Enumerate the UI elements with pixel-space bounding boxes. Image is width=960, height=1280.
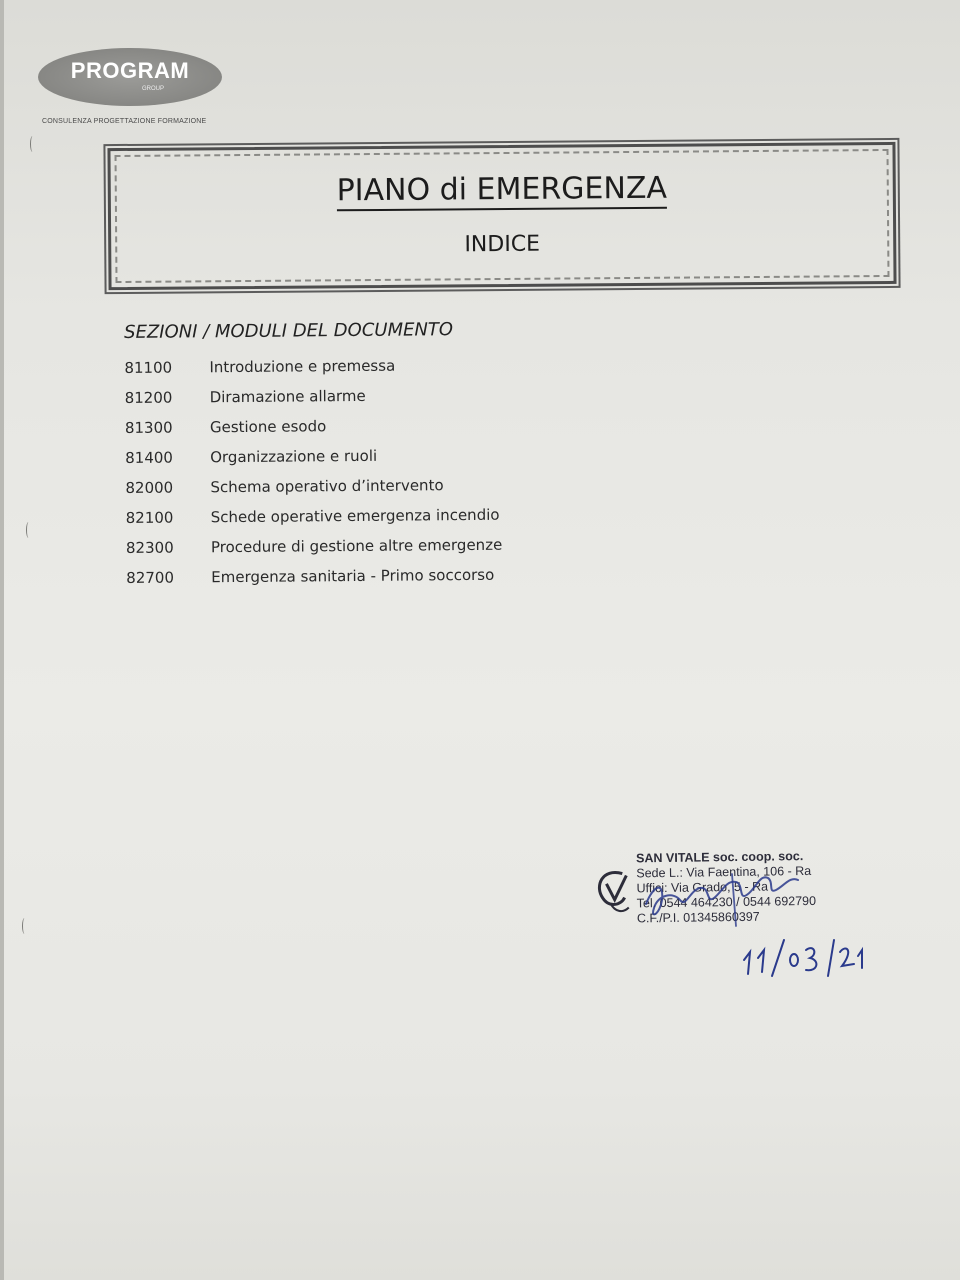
logo-sub: GROUP [142, 86, 165, 92]
document-title-text: PIANO di EMERGENZA [336, 171, 667, 212]
toc-title: Schema operativo d’intervento [210, 476, 444, 497]
toc-title: Procedure di gestione altre emergenze [210, 535, 503, 557]
paper-edge [0, 0, 4, 1280]
toc-title: Introduzione e premessa [209, 356, 396, 377]
document-subtitle: INDICE [464, 231, 541, 258]
toc-code: 81100 [124, 358, 173, 377]
stamp-line: Tel. 0544 464230 / 0544 692790 [636, 893, 817, 911]
toc-code: 81200 [124, 388, 173, 407]
toc-code: 82700 [126, 568, 175, 587]
toc-title: Organizzazione e ruoli [210, 446, 378, 467]
index-section [124, 317, 686, 599]
toc-code: 82100 [125, 508, 174, 527]
section-heading: SEZIONI / MODULI DEL DOCUMENTO [124, 319, 454, 343]
toc-code: 81300 [124, 418, 173, 437]
stamp-logo-icon [592, 859, 633, 920]
paper-mark [22, 918, 27, 934]
handwritten-date-drawing [738, 930, 868, 980]
toc-row [125, 414, 685, 449]
toc-code: 81400 [125, 448, 173, 467]
document-title [111, 169, 893, 210]
toc-row [126, 504, 686, 539]
toc-row [125, 384, 685, 419]
toc-title: Gestione esodo [209, 417, 327, 437]
paper-mark [30, 136, 35, 152]
stamp-line: Sede L.: Via Faentina, 106 - Ra [636, 863, 812, 881]
company-logo [38, 48, 222, 106]
handwritten-date [738, 930, 868, 980]
paper-mark [26, 522, 31, 538]
toc-row [124, 354, 684, 389]
toc-row [125, 444, 685, 479]
stamp-line: C.F./P.I. 01345860397 [636, 909, 760, 926]
toc-row [126, 564, 686, 599]
handwritten-signature [640, 864, 820, 934]
toc-code: 82000 [125, 478, 174, 497]
toc-code: 82300 [125, 538, 174, 557]
title-box [107, 142, 896, 290]
toc-title: Schede operative emergenza incendio [210, 505, 500, 527]
toc-title: Emergenza sanitaria - Primo soccorso [211, 565, 495, 587]
logo-name: PROGRAM [70, 58, 190, 83]
stamp-line: SAN VITALE soc. coop. soc. [635, 849, 804, 866]
toc-title: Diramazione allarme [209, 386, 366, 407]
company-tagline: CONSULENZA PROGETTAZIONE FORMAZIONE [42, 118, 207, 125]
toc-row [126, 534, 686, 569]
toc-row [125, 474, 685, 509]
stamp-line: Uffici: Via Grado, 5 - Ra [636, 879, 769, 896]
